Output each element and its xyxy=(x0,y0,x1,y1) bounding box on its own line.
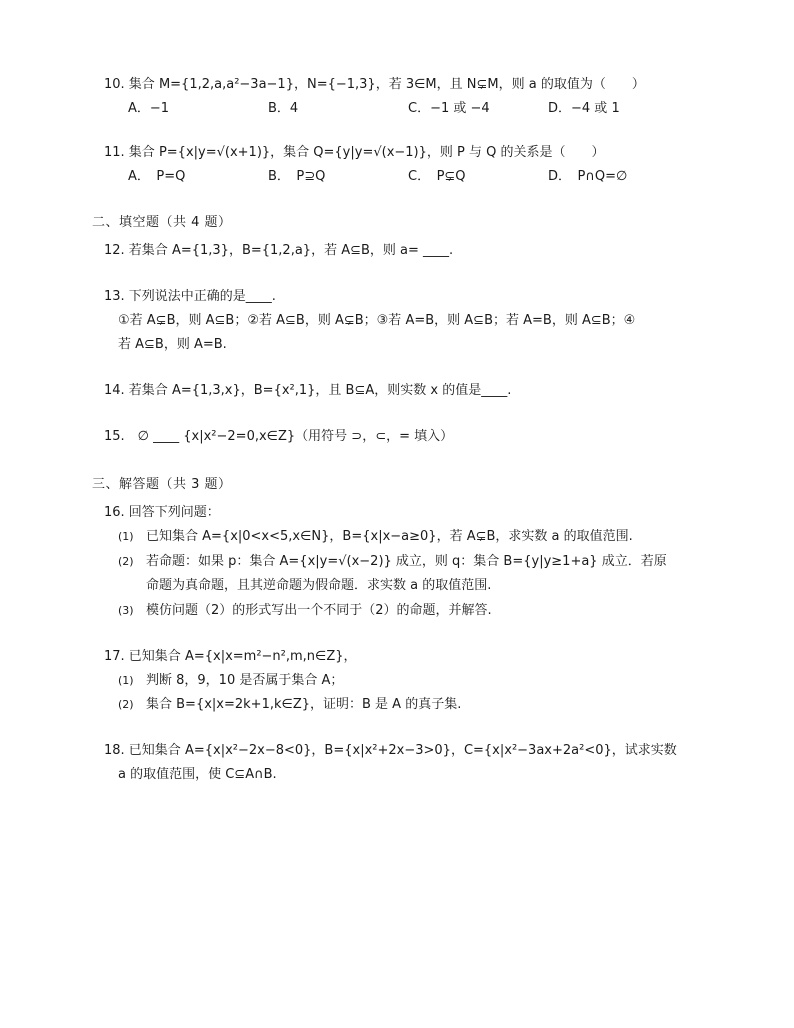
part-number: (1) xyxy=(118,530,134,543)
question-17-part-2 xyxy=(118,696,461,714)
question-17-part-1 xyxy=(118,672,343,690)
question-14-stem: 14. 若集合 A={1,3,x}，B={x²,1}，且 B⊆A，则实数 x 的值是____. xyxy=(104,383,512,398)
question-18-line-1: 18. 已知集合 A={x|x²−2x−8<0}，B={x|x²+2x−3>0}，C={x|x²−3ax+2a²<0}，试求实数 xyxy=(104,743,677,758)
question-12-stem: 12. 若集合 A={1,3}，B={1,2,a}，若 A⊆B，则 a= ____. xyxy=(104,243,454,258)
question-13-line-2: 若 A⊆B，则 A=B. xyxy=(118,337,227,352)
part-text: 已知集合 A={x|0<x<5,x∈N}，B={x|x−a≥0}，若 A⊊B，求实数 a 的取值范围. xyxy=(146,529,633,544)
part-number: (2) xyxy=(118,698,134,711)
question-10-option-c: C．−1 或 −4 xyxy=(408,101,490,116)
question-18-line-2: a 的取值范围，使 C⊆A∩B. xyxy=(118,767,277,782)
part-text: 若命题：如果 p：集合 A={x|y=√(x−2)} 成立，则 q：集合 B={y|y≥1+a} 成立．若原 xyxy=(146,554,667,569)
question-13-stem: 13. 下列说法中正确的是____. xyxy=(104,289,276,304)
part-text: 模仿问题（2）的形式写出一个不同于（2）的命题，并解答. xyxy=(146,603,492,618)
question-11-option-b: B． P⊇Q xyxy=(268,169,326,184)
question-16-part-2 xyxy=(118,553,667,571)
question-10-option-b: B．4 xyxy=(268,101,299,116)
question-16-part-1 xyxy=(118,528,633,546)
question-16-stem: 16. 回答下列问题： xyxy=(104,505,220,520)
question-13-line-1: ①若 A⊊B，则 A⊆B；②若 A⊆B，则 A⊊B；③若 A=B，则 A⊆B；若 A=B，则 A⊆B；④ xyxy=(118,313,636,328)
question-17-stem: 17. 已知集合 A={x|x=m²−n²,m,n∈Z}， xyxy=(104,649,357,664)
question-10-stem: 10. 集合 M={1,2,a,a²−3a−1}，N={−1,3}，若 3∈M，且 N⊊M，则 a 的取值为（ ） xyxy=(104,77,645,92)
question-16-part-3 xyxy=(118,602,492,620)
question-11-option-d: D． P∩Q=∅ xyxy=(548,169,628,184)
part-text: 集合 B={x|x=2k+1,k∈Z}，证明：B 是 A 的真子集. xyxy=(146,697,462,712)
question-10-option-d: D．−4 或 1 xyxy=(548,101,620,116)
part-number: (3) xyxy=(118,604,134,617)
question-11-option-c: C． P⊊Q xyxy=(408,169,466,184)
part-number: (1) xyxy=(118,674,134,687)
section-2-heading: 二、填空题（共 4 题） xyxy=(92,215,232,230)
question-11-stem: 11. 集合 P={x|y=√(x+1)}，集合 Q={y|y=√(x−1)}，则 P 与 Q 的关系是（ ） xyxy=(104,145,605,160)
question-10-option-a: A．−1 xyxy=(128,101,170,116)
part-text: 判断 8，9，10 是否属于集合 A； xyxy=(146,673,344,688)
question-16-part-2-continued: 命题为真命题，且其逆命题为假命题．求实数 a 的取值范围. xyxy=(146,578,492,593)
question-15-stem: 15. ∅ ____ {x|x²−2=0,x∈Z}（用符号 ⊃，⊂，= 填入） xyxy=(104,429,454,444)
question-11-option-a: A． P=Q xyxy=(128,169,186,184)
part-number: (2) xyxy=(118,555,134,568)
section-3-heading: 三、解答题（共 3 题） xyxy=(92,477,232,492)
